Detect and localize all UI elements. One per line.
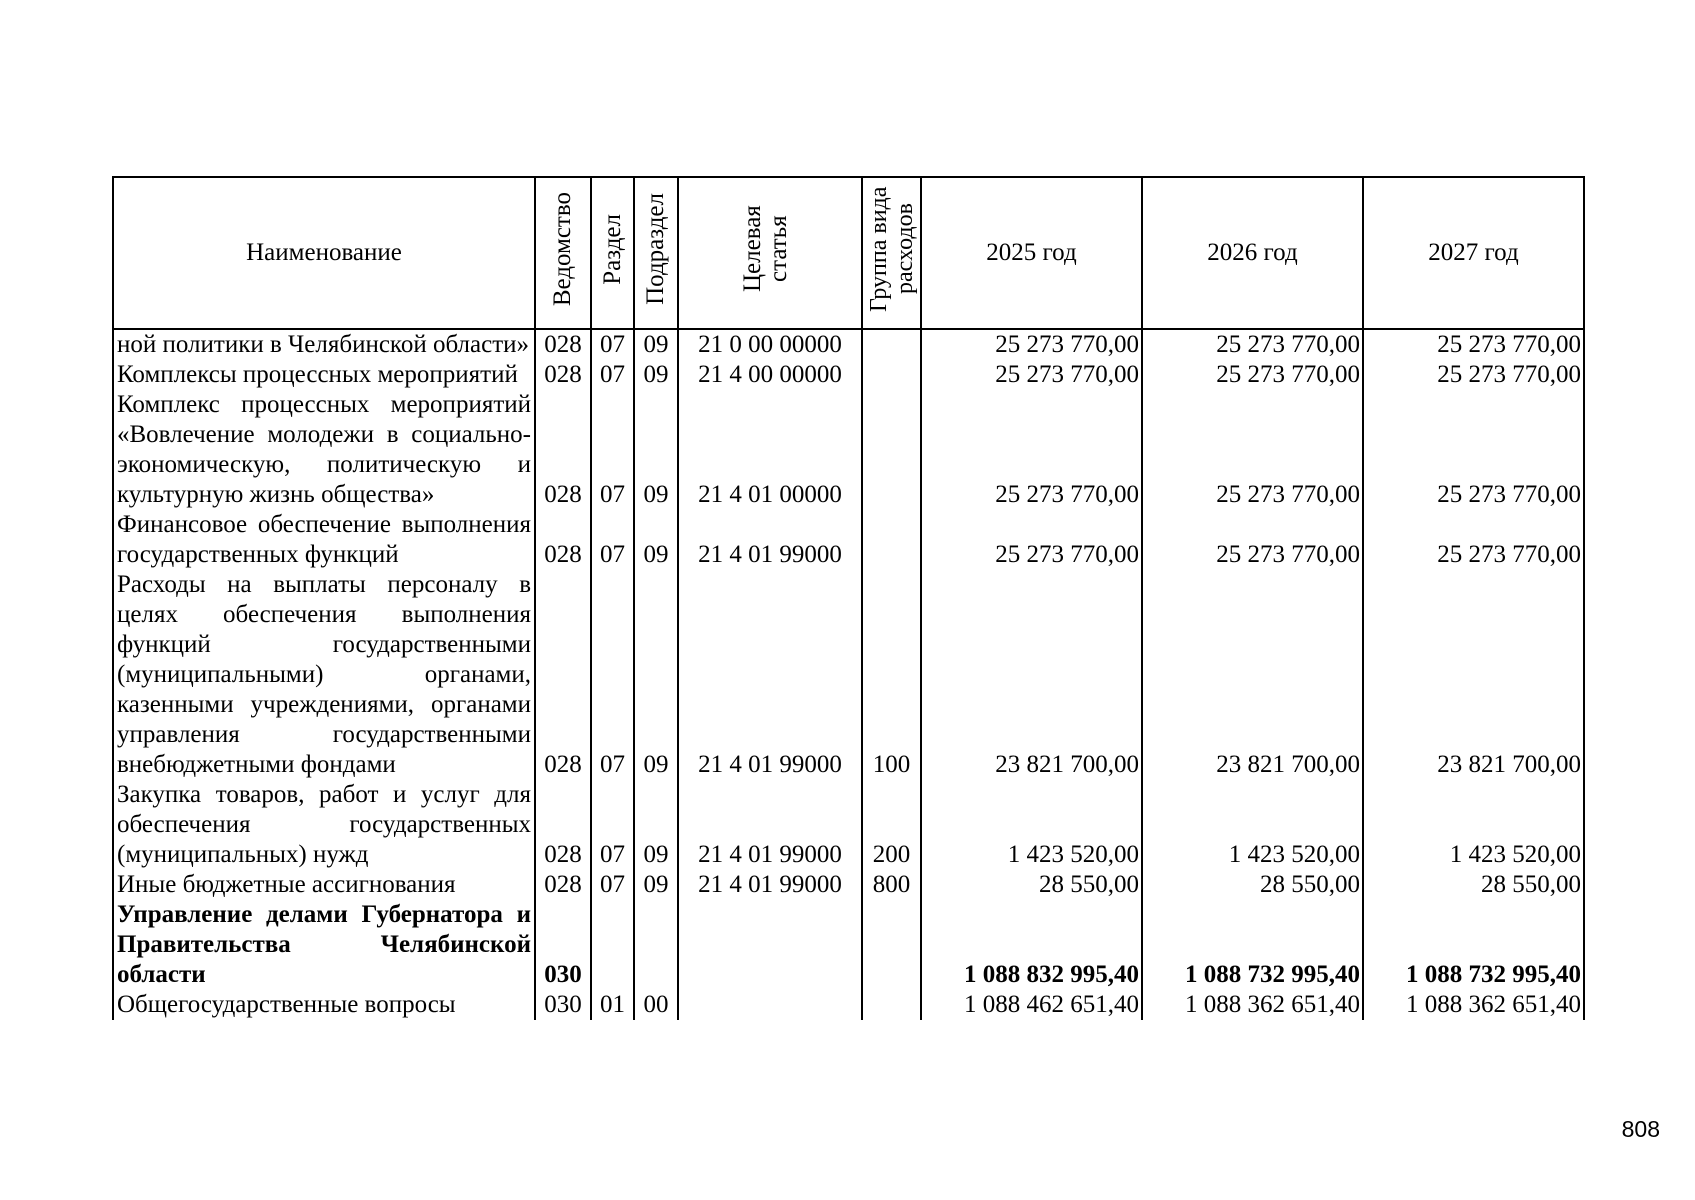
row-subsection: 09 [634,570,678,780]
table-row [113,870,1584,900]
row-department: 030 [535,990,591,1020]
row-amount-2027: 25 273 770,00 [1363,329,1584,360]
row-amount-2027: 25 273 770,00 [1363,360,1584,390]
row-section: 07 [591,870,634,900]
row-department: 028 [535,870,591,900]
row-subsection: 09 [634,360,678,390]
header-name: Наименование [113,177,535,329]
row-name: Комплекс процессных мероприятий «Вовлечение молодежи в социально-экономическую, политическую и культурную жизнь общества» [113,390,535,510]
row-section: 07 [591,360,634,390]
header-section: Раздел [591,177,634,329]
row-target-item: 21 4 01 99000 [678,780,862,870]
table-row [113,990,1584,1020]
row-section: 07 [591,780,634,870]
table-header [113,177,1584,329]
row-department: 028 [535,390,591,510]
row-amount-2025: 25 273 770,00 [921,360,1142,390]
row-target-item: 21 4 01 99000 [678,510,862,570]
row-amount-2025: 1 423 520,00 [921,780,1142,870]
table-row [113,329,1584,360]
budget-table [112,176,1585,1020]
row-subsection: 09 [634,510,678,570]
row-expense-group [862,510,921,570]
row-target-item: 21 4 01 99000 [678,570,862,780]
row-amount-2026: 1 088 732 995,40 [1142,900,1363,990]
header-target-item: Целевая статья [678,177,862,329]
row-name: Управление делами Губернатора и Правительства Челябинской области [113,900,535,990]
row-subsection: 09 [634,780,678,870]
row-amount-2027: 1 088 362 651,40 [1363,990,1584,1020]
row-amount-2025: 1 088 462 651,40 [921,990,1142,1020]
row-target-item [678,990,862,1020]
row-name: Комплексы процессных мероприятий [113,360,535,390]
row-expense-group: 100 [862,570,921,780]
row-section [591,900,634,990]
row-amount-2027: 1 423 520,00 [1363,780,1584,870]
row-expense-group [862,329,921,360]
row-amount-2025: 28 550,00 [921,870,1142,900]
row-subsection [634,900,678,990]
table-row [113,900,1584,990]
row-section: 07 [591,329,634,360]
table-row [113,570,1584,780]
row-amount-2027: 28 550,00 [1363,870,1584,900]
row-subsection: 00 [634,990,678,1020]
row-target-item: 21 4 01 99000 [678,870,862,900]
table-body [113,329,1584,1020]
row-amount-2026: 1 423 520,00 [1142,780,1363,870]
row-expense-group [862,390,921,510]
row-section: 07 [591,510,634,570]
header-department: Ведомство [535,177,591,329]
row-section: 01 [591,990,634,1020]
row-name: Закупка товаров, работ и услуг для обеспечения государственных (муниципальных) нужд [113,780,535,870]
header-year-2026: 2026 год [1142,177,1363,329]
row-name: Расходы на выплаты персоналу в целях обеспечения выполнения функций государственными (муниципальными) органами, казенными учреждениями, органами управления государственными внебюджетными фондами [113,570,535,780]
table-row [113,360,1584,390]
row-section: 07 [591,570,634,780]
row-department: 030 [535,900,591,990]
row-name: Общегосударственные вопросы [113,990,535,1020]
row-expense-group: 800 [862,870,921,900]
row-amount-2027: 1 088 732 995,40 [1363,900,1584,990]
row-expense-group [862,360,921,390]
row-subsection: 09 [634,390,678,510]
row-section: 07 [591,390,634,510]
row-expense-group [862,900,921,990]
row-target-item: 21 0 00 00000 [678,329,862,360]
row-amount-2026: 28 550,00 [1142,870,1363,900]
row-amount-2025: 23 821 700,00 [921,570,1142,780]
row-amount-2026: 25 273 770,00 [1142,329,1363,360]
table-row [113,390,1584,510]
row-amount-2025: 25 273 770,00 [921,510,1142,570]
row-name: Финансовое обеспечение выполнения государственных функций [113,510,535,570]
table-row [113,780,1584,870]
row-target-item: 21 4 00 00000 [678,360,862,390]
row-expense-group: 200 [862,780,921,870]
row-expense-group [862,990,921,1020]
row-department: 028 [535,510,591,570]
row-amount-2026: 1 088 362 651,40 [1142,990,1363,1020]
row-amount-2026: 25 273 770,00 [1142,360,1363,390]
row-department: 028 [535,360,591,390]
row-target-item [678,900,862,990]
row-subsection: 09 [634,870,678,900]
row-department: 028 [535,780,591,870]
header-year-2025: 2025 год [921,177,1142,329]
row-amount-2027: 25 273 770,00 [1363,390,1584,510]
row-amount-2026: 23 821 700,00 [1142,570,1363,780]
row-name: Иные бюджетные ассигнования [113,870,535,900]
row-department: 028 [535,570,591,780]
header-year-2027: 2027 год [1363,177,1584,329]
row-amount-2025: 25 273 770,00 [921,390,1142,510]
row-target-item: 21 4 01 00000 [678,390,862,510]
row-amount-2025: 1 088 832 995,40 [921,900,1142,990]
row-amount-2026: 25 273 770,00 [1142,510,1363,570]
table-row [113,510,1584,570]
row-amount-2027: 23 821 700,00 [1363,570,1584,780]
header-expense-group: Группа вида расходов [862,177,921,329]
row-amount-2025: 25 273 770,00 [921,329,1142,360]
row-name: ной политики в Челябинской области» [113,329,535,360]
row-amount-2027: 25 273 770,00 [1363,510,1584,570]
page-number: 808 [1621,1116,1660,1142]
row-subsection: 09 [634,329,678,360]
row-amount-2026: 25 273 770,00 [1142,390,1363,510]
header-subsection: Подраздел [634,177,678,329]
row-department: 028 [535,329,591,360]
